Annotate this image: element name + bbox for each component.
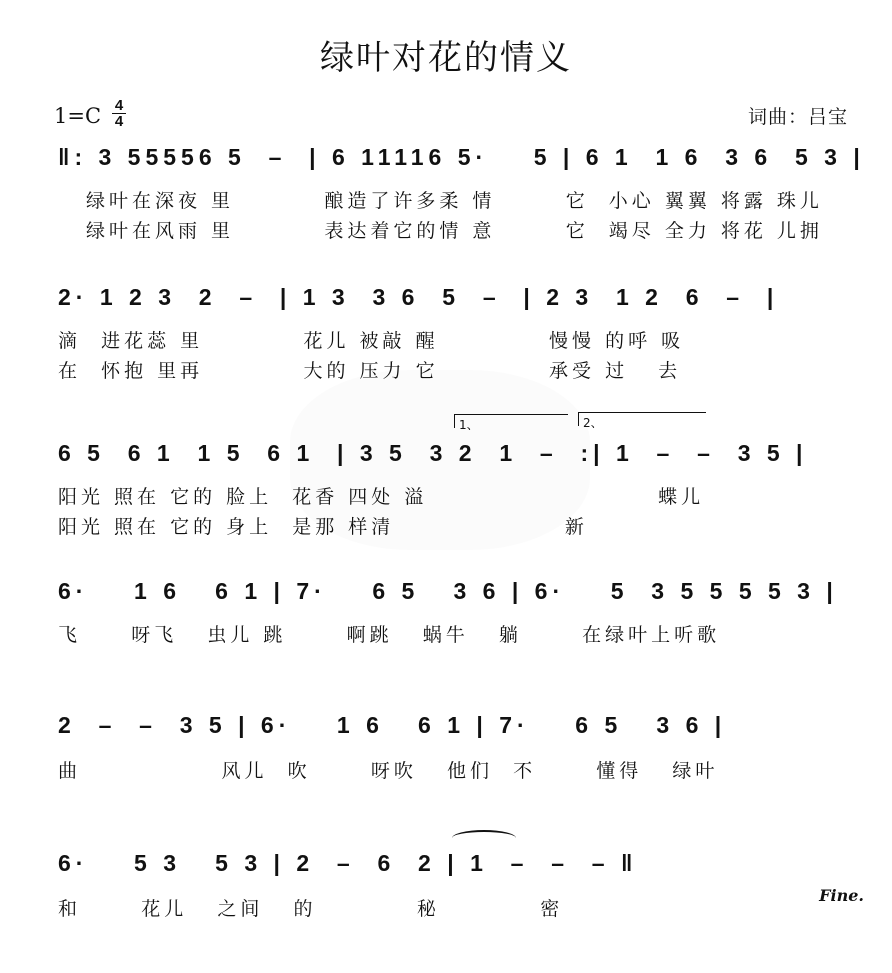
lyric-line-4: 飞 呀飞 虫儿 跳 啊跳 蜗牛 躺 在绿叶上听歌 xyxy=(58,624,721,646)
lyricist-composer-credit: 词曲：吕宝 xyxy=(747,106,848,128)
key-signature: 1=C xyxy=(54,104,102,128)
volta-1-tick xyxy=(454,414,455,428)
volta-2-bracket xyxy=(578,412,706,413)
song-title: 绿叶对花的情义 xyxy=(320,38,572,78)
lyric-line-1-verse-2: 绿叶在风雨 里 表达着它的情 意 它 竭尽 全力 将花 儿拥 xyxy=(86,220,823,242)
notation-line-1: ‖: 3 55556 5 – | 6 11116 5· 5 | 6 1 1 6 3 6 5 3 | xyxy=(58,144,865,170)
notation-line-4: 6· 1 6 6 1 | 7· 6 5 3 6 | 6· 5 3 5 5 5 5 3 | xyxy=(58,578,838,604)
time-signature-top: 4 xyxy=(112,98,126,114)
time-signature xyxy=(112,98,126,129)
volta-2-label: 2、 xyxy=(583,416,603,430)
tie-slur xyxy=(452,830,516,846)
lyric-line-3-verse-1: 阳光 照在 它的 脸上 花香 四处 溢 蝶儿 xyxy=(58,486,705,508)
fine-marking: Fine. xyxy=(819,886,864,905)
volta-1-bracket xyxy=(454,414,568,415)
lyric-line-5: 曲 风儿 吹 呀吹 他们 不 懂得 绿叶 xyxy=(58,760,719,782)
notation-line-2: 2· 1 2 3 2 – | 1 3 3 6 5 – | 2 3 1 2 6 – | xyxy=(58,284,779,310)
volta-2-tick xyxy=(578,412,579,426)
volta-1-label: 1、 xyxy=(459,418,479,432)
notation-line-3: 6 5 6 1 1 5 6 1 | 3 5 3 2 1 – :| 1 – – 3 5 | xyxy=(58,440,808,466)
notation-line-6: 6· 5 3 5 3 | 2 – 6 2 | 1 – – – ‖ xyxy=(58,850,638,876)
lyric-line-2-verse-2: 在 怀抱 里再 大的 压力 它 承受 过 去 xyxy=(58,360,682,382)
notation-line-5: 2 – – 3 5 | 6· 1 6 6 1 | 7· 6 5 3 6 | xyxy=(58,712,727,738)
lyric-line-1-verse-1: 绿叶在深夜 里 酿造了许多柔 情 它 小心 翼翼 将露 珠儿 xyxy=(86,190,823,212)
lyric-line-6: 和 花儿 之间 的 秘 密 xyxy=(58,898,564,920)
time-signature-bottom: 4 xyxy=(114,113,124,130)
lyric-line-2-verse-1: 滴 进花蕊 里 花儿 被敲 醒 慢慢 的呼 吸 xyxy=(58,330,685,352)
lyric-line-3-verse-2: 阳光 照在 它的 身上 是那 样清 新 xyxy=(58,516,588,538)
